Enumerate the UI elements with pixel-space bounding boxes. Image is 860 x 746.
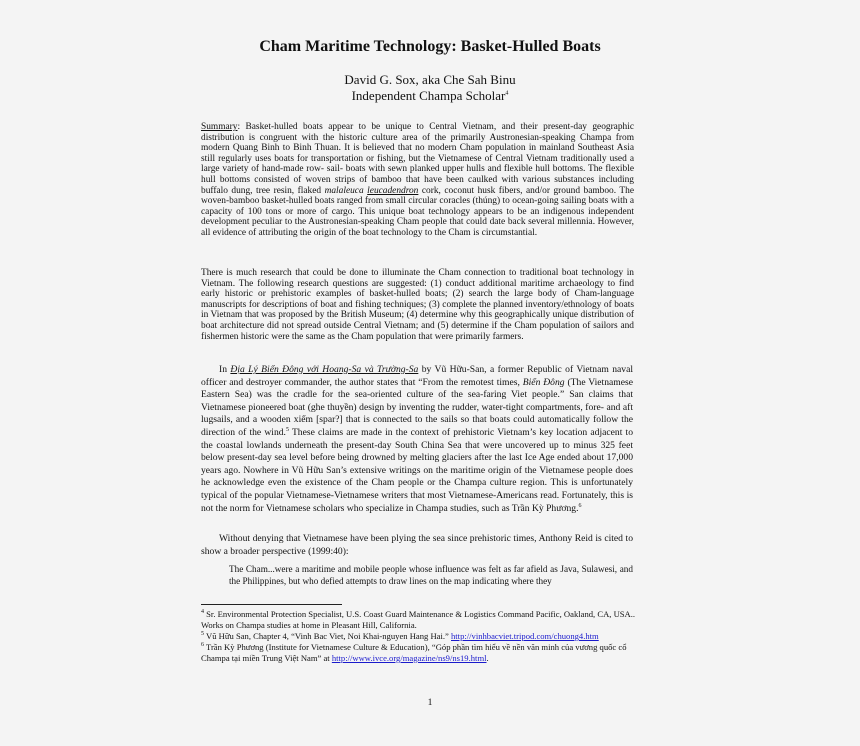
footnote-6-link[interactable]: http://www.ivce.org/magazine/ns9/ns19.html	[331, 653, 487, 663]
footnote-5: $^5$ Vũ Hữu San, Chapter 4, “Vinh Bac Viet, Noi Khai-nguyen Hang Hai.” http://vinhbacviet.tripod.com/chuong4.htm	[201, 631, 599, 641]
footnote-divider	[201, 604, 342, 605]
footnotes	[201, 609, 641, 664]
footnote-ref-4: 4	[505, 90, 509, 97]
footnote-6: $^6$ Trần Kỳ Phương (Institute for Vietnamese Culture & Education), “Góp phần tìm hiểu về nền văn minh của vương quốc cổ Champa tại miền Trung Việt Nam” at http://www.ivce.org/magazine/ns9/ns19.html.	[201, 642, 627, 663]
author-block	[0, 72, 860, 104]
body-paragraph-1: In Địa Lý Biển Đông với Hoang-Sa và Trường-Sa by Vũ Hữu-San, a former Republic of Vietnam naval officer and destroyer commander, the author states that “From the remotest times, Biển Đông (The Vietnamese Eastern Sea) was the cradle for the sea-oriented culture of the sea-faring Viet people.” San claims that Vietnamese pioneered boat (ghe thuyền) design by inventing the rudder, water-tight compartments, fore- and aft lugsails, and a wooden xiếm [spar?] that is connected to the sails so that boats could automatically follow the direction of the wind.$^5$ These claims are made in the context of prehistoric Vietnam’s key location adjacent to the coastal lowlands underneath the present-day South China Sea that were uncovered up to minus 325 feet below present-day sea level before being drowned by melting glaciers after the last Ice Age ended about 17,000 years ago. Nowhere in Vũ Hữu San’s extensive writings on the maritime origin of the Vietnamese people does he acknowledge even the existence of the Cham people or the Champa culture region. This is unfortunately typical of the popular Vietnamese-Vietnamese writers that most Vietnamese-Americans read. Fortunately, this is not the norm for Vietnamese scholars who specialize in Champa studies, such as Trần Kỳ Phương.$^6$	[201, 364, 634, 514]
page-number: 1	[427, 697, 433, 708]
footnote-ref-5: 5	[285, 426, 289, 433]
research-paragraph: There is much research that could be done to illuminate the Cham connection to traditional boat technology in Vietnam. The following research questions are suggested: (1) conduct additional maritime archaeology to find early historic or prehistoric examples of basket-hulled boats; (2) search the large body of Cham-language manuscripts for descriptions of boat and fishing techniques; (3) complete the planned inventory/ethnology of boats in Vietnam that was proposed by the British Museum; (4) determine why this geographically unique distribution of boat architecture did not spread outside Central Vietnam; and (5) determine if the Cham population of sailors and fishermen historic were the same as the Cham population that were primarily farmers.	[201, 268, 634, 342]
body-paragraph-2: Without denying that Vietnamese have been plying the sea since prehistoric times, Anthony Reid is cited to show a broader perspective (1999:40):	[201, 533, 633, 557]
block-quote: The Cham...were a maritime and mobile people whose influence was felt as far afield as Java, Sulawesi, and the Philippines, but who defied attempts to draw lines on the map indicating where they	[229, 564, 633, 587]
footnote-ref-6: 6	[578, 502, 582, 509]
author-name: David G. Sox, aka Che Sah Binu	[344, 72, 516, 87]
summary-label: Summary	[201, 122, 238, 132]
paper-title: Cham Maritime Technology: Basket-Hulled Boats	[259, 38, 601, 55]
footnote-4: $^4$ Sr. Environmental Protection Specialist, U.S. Coast Guard Maintenance & Logistics Command Pacific, Oakland, CA, USA.. Works on Champa studies at home in Pleasant Hill, California.	[201, 609, 636, 630]
footnote-5-link[interactable]: http://vinhbacviet.tripod.com/chuong4.htm	[451, 631, 599, 641]
author-affiliation: Independent Champa Scholar$^4$	[351, 88, 509, 103]
summary-paragraph: Summary: Basket-hulled boats appear to be unique to Central Vietnam, and their present-day geographic distribution is congruent with the historic culture area of the primarily Austronesian-speaking Champa from modern Quang Binh to Binh Thuan. It is believed that no modern Cham population in mainland Southeast Asia still regularly uses boats for transportation or fishing, but the Vietnamese of Central Vietnam traditionally used a large variety of hand-made row- sail- boats with sewn planked upper hulls and flexible hull bottoms. The flexible hull bottoms consisted of woven strips of bamboo that have been caulked with various substances including buffalo dung, tree resin, flaked malaleuca leucadendron cork, coconut husk fibers, and/or ground bamboo. The woven-bamboo basket-hulled boats ranged from small circular coracles (thúng) to ocean-going sailing boats with a capacity of 100 tons or more of cargo. This unique boat technology appears to be an indigenous independent development peculiar to the Austronesian-speaking Cham people that could date back several millennia. However, all evidence of attributing the origin of the boat technology to the Cham is circumstantial.	[201, 122, 634, 238]
